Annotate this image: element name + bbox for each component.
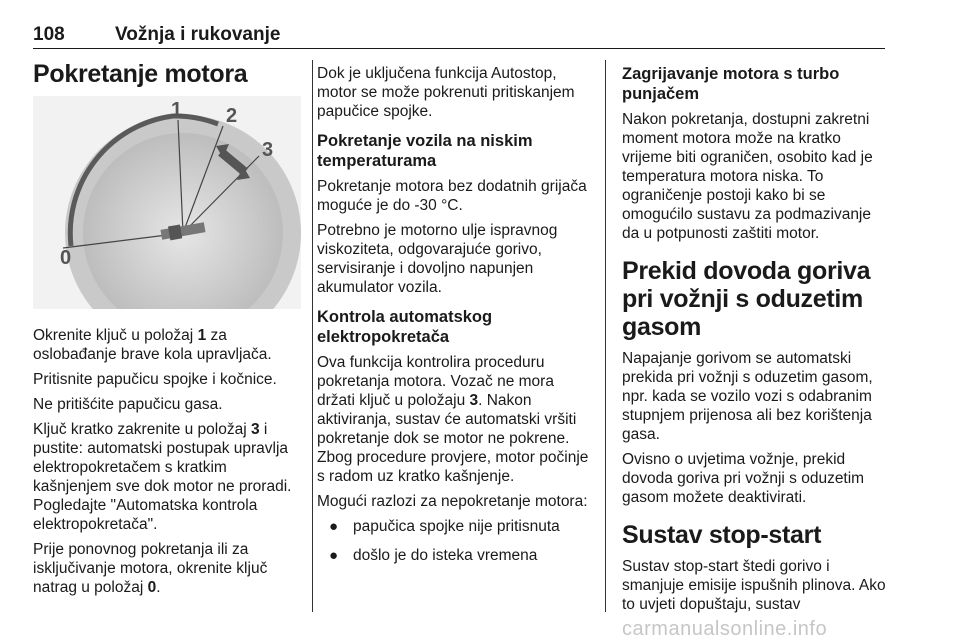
position-label-2: 2: [226, 105, 238, 127]
page-header: [33, 26, 885, 49]
paragraph: Ne pritišćite papučicu gasa.: [33, 396, 223, 413]
section-heading: Sustav stop-start: [622, 521, 822, 549]
paragraph: Potrebno je motorno ulje ispravnog viskoziteta, odgovarajuće gorivo, servisiranje i dovoljno napunjen akumulator vozila.: [317, 222, 558, 296]
paragraph: Ova funkcija kontrolira proceduru pokretanja motora. Vozač ne mora držati ključ u položaju 3. Nakon aktiviranja, sustav će automatski vršiti pokretanje dok se motor ne pokrene. Zbog procedure provjere, motor počinje s radom uz kratko kašnjenje.: [317, 354, 589, 485]
list-item: ● papučica spojke nije pritisnuta: [329, 518, 560, 535]
position-label-1: 1: [171, 99, 183, 121]
column-middle: [317, 64, 589, 575]
paragraph: Ovisno o uvjetima vožnje, prekid dovoda goriva pri vožnji s oduzetim gasom možete deaktivirati.: [622, 451, 865, 506]
paragraph: Okrenite ključ u položaj 1 za oslobađanje brave kola upravljača.: [33, 327, 272, 363]
paragraph: Mogući razlozi za nepokretanje motora:: [317, 493, 588, 510]
section-heading: Prekid dovoda goriva pri vožnji s oduzetim gasom: [622, 257, 871, 341]
list-item: ● došlo je do isteka vremena: [329, 547, 538, 564]
bullet-icon: ●: [329, 518, 339, 535]
page-number: 108: [33, 24, 65, 45]
ignition-switch-figure: [33, 96, 301, 309]
column-divider: [312, 60, 313, 612]
subsection-heading: Zagrijavanje motora s turbo punjačem: [622, 65, 840, 103]
paragraph: Pokretanje motora bez dodatnih grijača moguće je do -30 °C.: [317, 178, 587, 214]
bullet-icon: ●: [329, 547, 339, 564]
column-left: [33, 60, 301, 603]
paragraph: Sustav stop-start štedi gorivo i smanjuje emisije ispušnih plinova. Ako to uvjeti dopuštaju, sustav: [622, 558, 886, 613]
subsection-heading: Kontrola automatskog elektropokretača: [317, 308, 493, 346]
watermark: carmanualsonline.info: [622, 618, 828, 640]
paragraph: Dok je uključena funkcija Autostop, motor se može pokrenuti pritiskanjem papučice spojke.: [317, 65, 575, 120]
column-divider: [605, 60, 606, 612]
subsection-heading: Pokretanje vozila na niskim temperaturama: [317, 132, 533, 170]
position-label-0: 0: [60, 247, 72, 269]
position-label-3: 3: [262, 139, 274, 161]
column-right: [622, 64, 890, 620]
section-heading: Pokretanje motora: [33, 60, 248, 88]
reasons-list: [317, 517, 589, 565]
paragraph: Prije ponovnog pokretanja ili za isključivanje motora, okrenite ključ natrag u položaj 0.: [33, 541, 268, 596]
paragraph: Ključ kratko zakrenite u položaj 3 i pustite: automatski postupak upravlja elektropokretačem s kratkim kašnjenjem sve dok motor ne proradi. Pogledajte "Automatska kontrola elektropokretača".: [33, 421, 292, 533]
paragraph: Napajanje gorivom se automatski prekida pri vožnji s oduzetim gasom, npr. kada se vozilo vozi s odabranim stupnjem prijenosa ali bez korištenja gasa.: [622, 350, 873, 443]
running-title: Vožnja i rukovanje: [115, 24, 281, 45]
paragraph: Nakon pokretanja, dostupni zakretni moment motora može na kratko vrijeme biti ograničen, osobito kad je temperatura motora niska. To ograničenje postoji kako bi se omogućilo sustavu za podmazivanje da u potpunosti zaštiti motor.: [622, 111, 873, 242]
paragraph: Pritisnite papučicu spojke i kočnice.: [33, 371, 277, 388]
